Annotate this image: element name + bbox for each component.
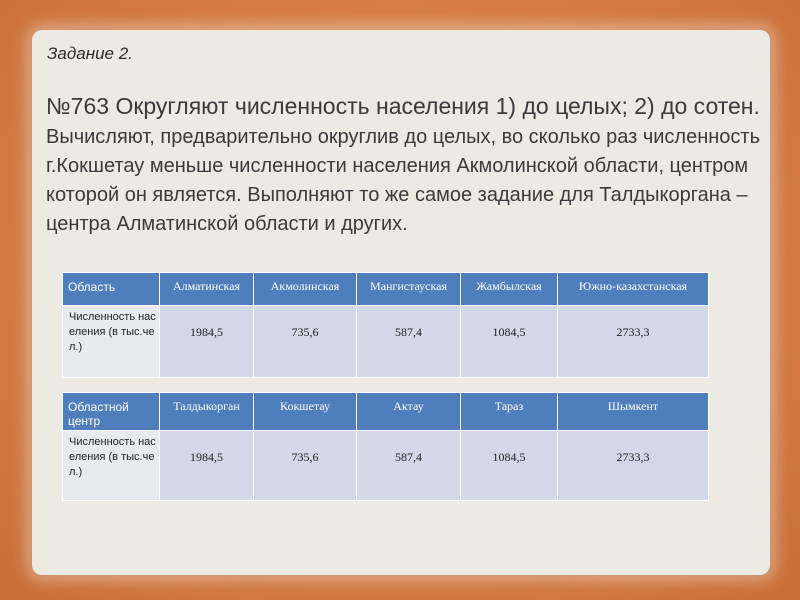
header-cell: Алматинская xyxy=(160,273,254,306)
header-cell: Южно-казахстанская xyxy=(558,273,709,306)
regions-table xyxy=(62,272,709,378)
table-cell: 2733,3 xyxy=(558,306,709,378)
header-center: Областной центр xyxy=(63,393,160,431)
header-cell: Жамбылская xyxy=(461,273,558,306)
table-header-row xyxy=(63,393,709,431)
header-cell: Шымкент xyxy=(558,393,709,431)
table-cell: 1084,5 xyxy=(461,431,558,501)
header-cell: Актау xyxy=(357,393,461,431)
row-label: Численность населения (в тыс.чел.) xyxy=(63,431,160,501)
table-cell: 587,4 xyxy=(357,431,461,501)
table-cell: 1084,5 xyxy=(461,306,558,378)
centers-table xyxy=(62,392,709,501)
task-lead: №763 Округляют численность населения 1) до целых; 2) до сотен. xyxy=(46,93,760,119)
row-label: Численность населения (в тыс.чел.) xyxy=(63,306,160,378)
table-row xyxy=(63,431,709,501)
header-cell: Акмолинская xyxy=(254,273,357,306)
table-row xyxy=(63,306,709,378)
task-body: Вычисляют, предварительно округлив до целых, во сколько раз численность г.Кокшетау меньше численности населения Акмолинской области, центром которой он является. Выполняют то же самое задание для Талдыкоргана – центра Алматинской области и других. xyxy=(46,126,761,235)
header-cell: Кокшетау xyxy=(254,393,357,431)
table-cell: 1984,5 xyxy=(160,431,254,501)
header-cell: Мангистауская xyxy=(357,273,461,306)
table-cell: 735,6 xyxy=(254,431,357,501)
header-cell: Талдыкорган xyxy=(160,393,254,431)
task-subtitle: Задание 2. xyxy=(47,44,133,63)
table-cell: 2733,3 xyxy=(558,431,709,501)
task-text xyxy=(46,92,776,239)
header-cell: Тараз xyxy=(461,393,558,431)
header-region: Область xyxy=(63,273,160,306)
table-cell: 1984,5 xyxy=(160,306,254,378)
table-cell: 735,6 xyxy=(254,306,357,378)
table-cell: 587,4 xyxy=(357,306,461,378)
table-header-row xyxy=(63,273,709,306)
